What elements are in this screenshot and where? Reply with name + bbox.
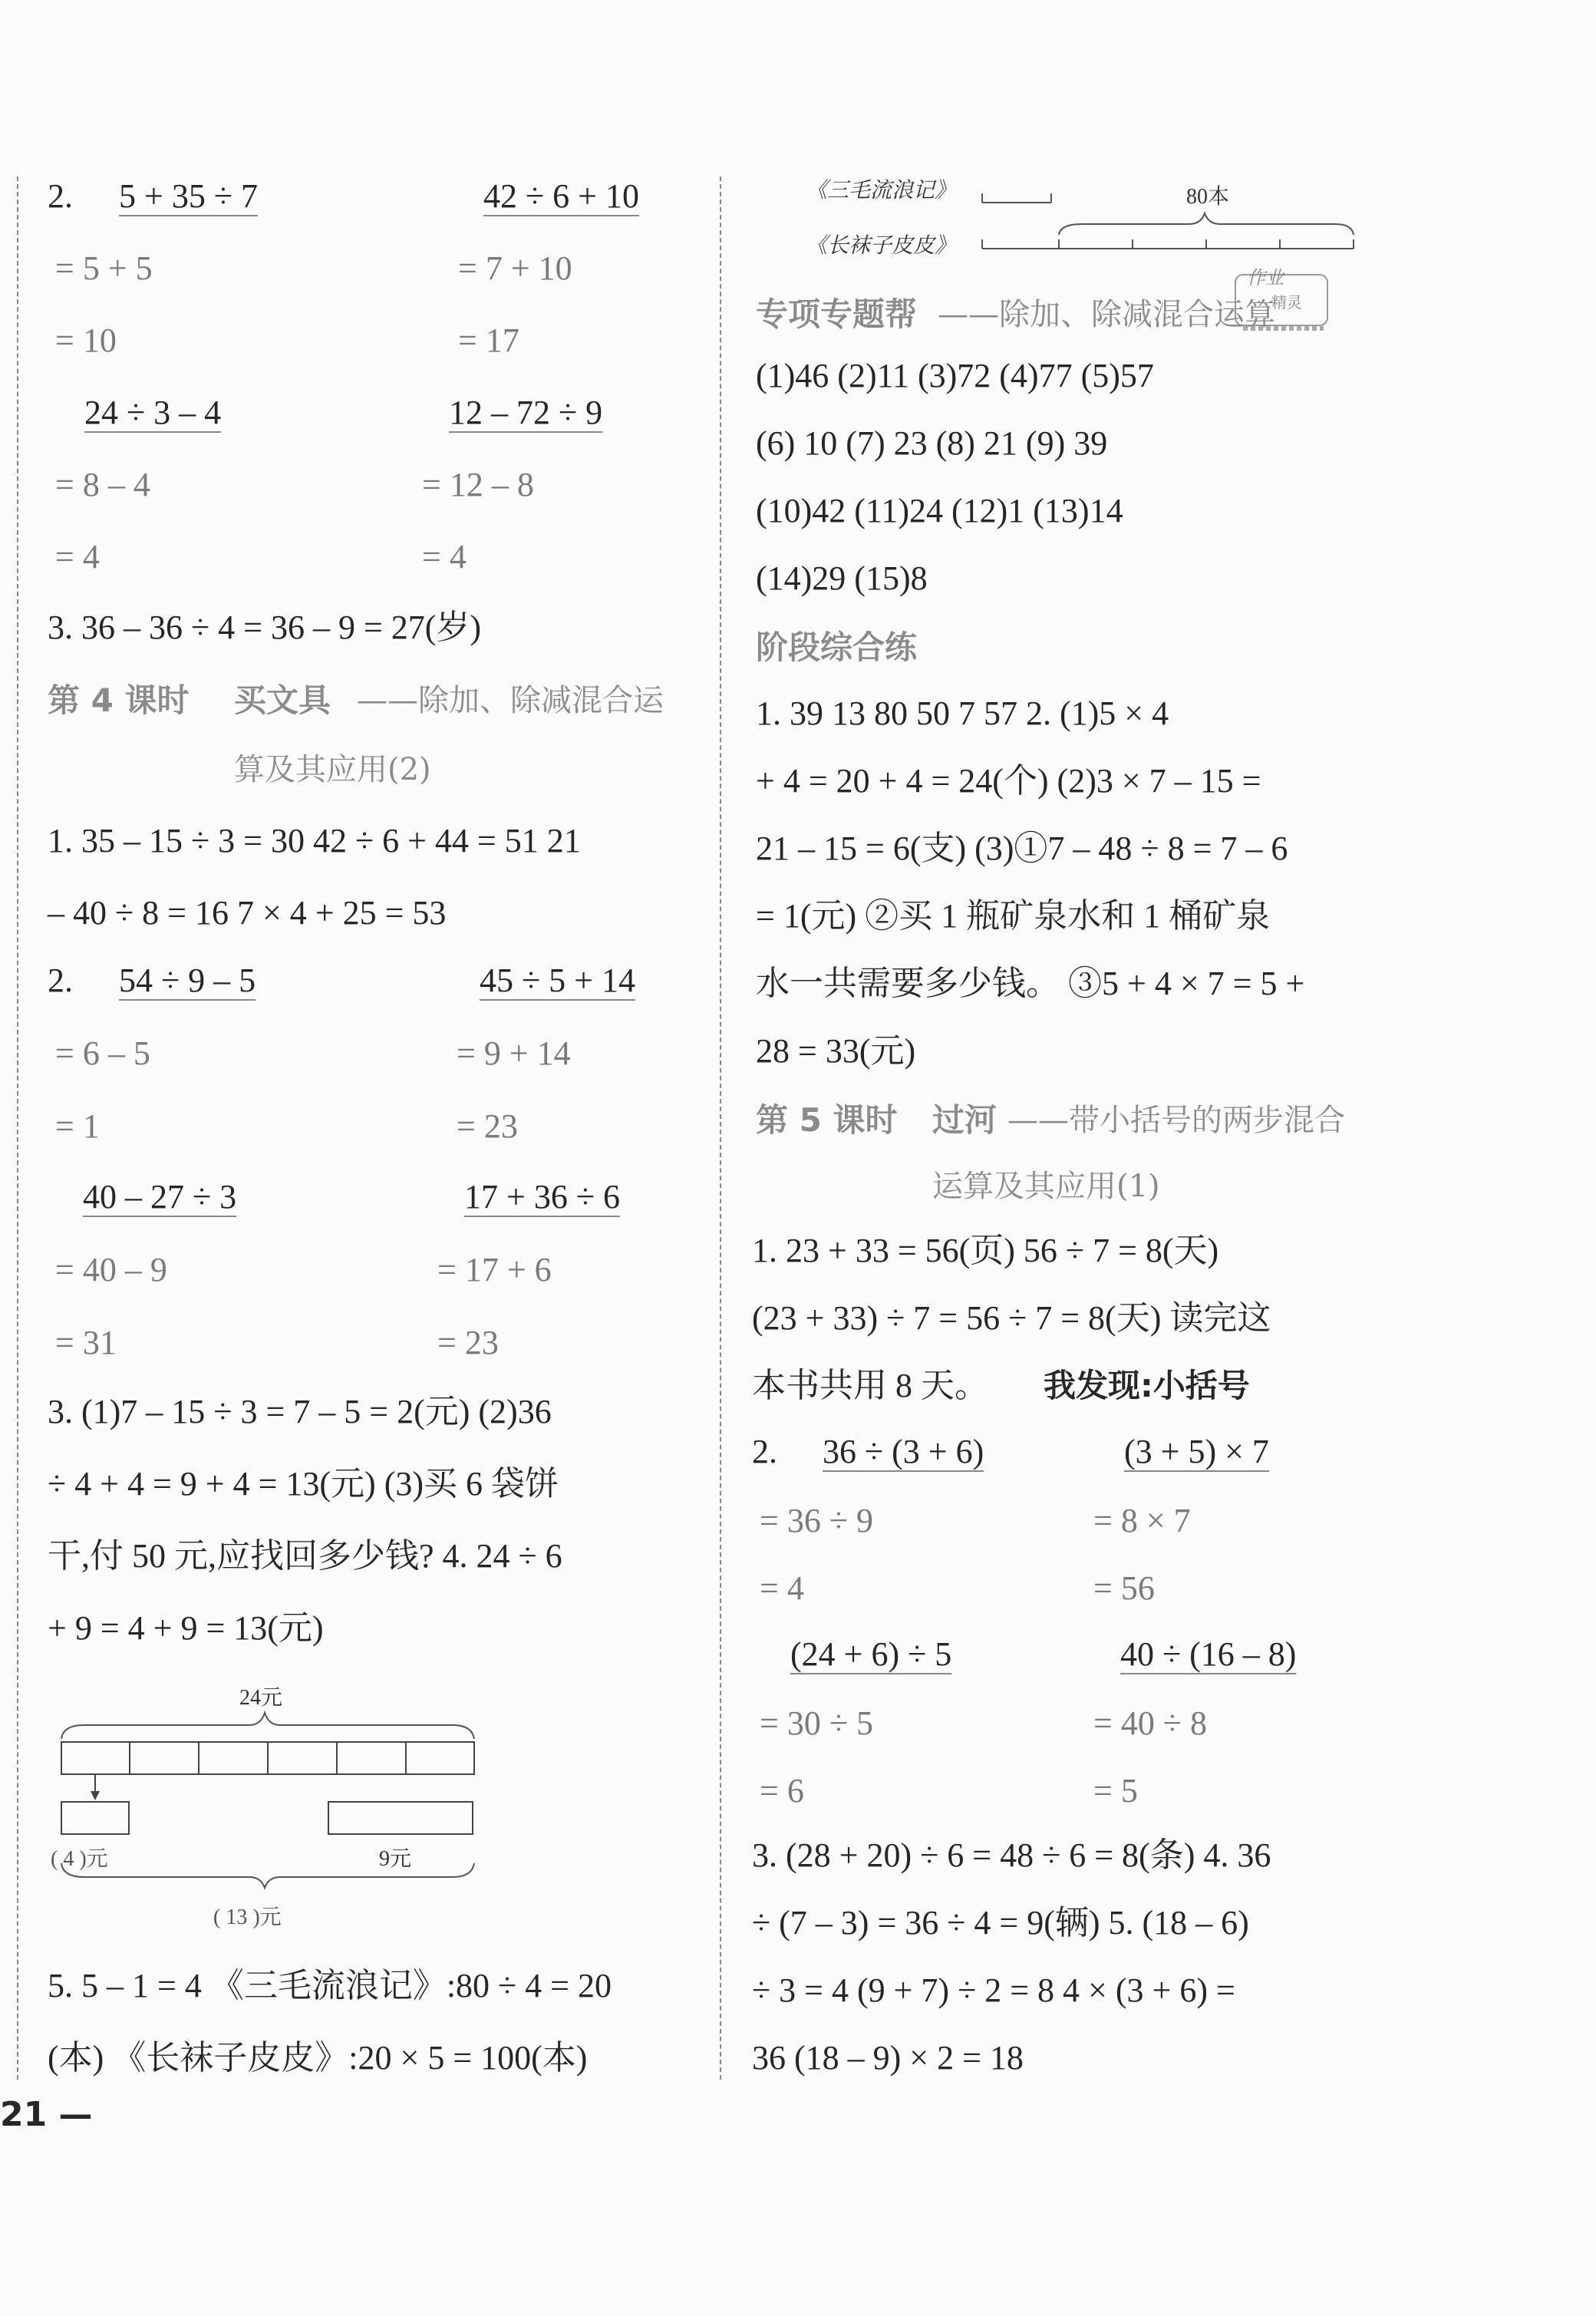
step: = 36 ÷ 9 — [760, 1502, 873, 1539]
section-title: 阶段综合练 — [756, 628, 918, 666]
step: = 8 – 4 — [55, 466, 150, 503]
diagram-total-label: 24元 — [239, 1686, 283, 1710]
answer-line: ÷ (7 – 3) = 36 ÷ 4 = 9(辆) 5. (18 – 6) — [752, 1904, 1249, 1942]
answer-line: 1. 39 13 80 50 7 57 2. (1)5 × 4 — [756, 694, 1169, 732]
answer-line: = 1(元) ②买 1 瓶矿泉水和 1 桶矿泉 — [756, 897, 1271, 935]
expr-4: 12 – 72 ÷ 9 — [449, 394, 603, 431]
result: = 10 — [55, 322, 117, 359]
step: = 6 – 5 — [55, 1034, 150, 1072]
step: = 40 ÷ 8 — [1093, 1704, 1207, 1742]
result: = 23 — [437, 1324, 499, 1361]
page-number: 21 — — [0, 2095, 93, 2134]
answer-line: (本) 《长袜子皮皮》:20 × 5 = 100(本) — [48, 2039, 588, 2077]
answer-line: (14)29 (15)8 — [756, 559, 928, 597]
lesson-number: 第 5 课时 — [756, 1101, 898, 1139]
result: = 4 — [55, 538, 100, 576]
left-margin-line — [17, 177, 18, 2080]
lesson-subtitle-cont: 算及其应用(2) — [234, 752, 431, 787]
answer-line: 1. 35 – 15 ÷ 3 = 30 42 ÷ 6 + 44 = 51 21 — [48, 822, 581, 859]
answer-line: 干,付 50 元,应找回多少钱? 4. 24 ÷ 6 — [48, 1537, 562, 1575]
lesson-subtitle-cont: 运算及其应用(1) — [932, 1169, 1160, 1204]
column-divider — [720, 177, 721, 2080]
stamp-text-1: 作业 — [1247, 269, 1284, 289]
step: = 9 + 14 — [457, 1034, 571, 1072]
step: = 30 ÷ 5 — [760, 1704, 873, 1742]
answer-line: 3. 36 – 36 ÷ 4 = 36 – 9 = 27(岁) — [48, 609, 482, 646]
expr-10: (3 + 5) × 7 — [1124, 1433, 1269, 1470]
q2-number: 2. — [752, 1433, 777, 1470]
answer-line: 3. (28 + 20) ÷ 6 = 48 ÷ 6 = 8(条) 4. 36 — [752, 1836, 1271, 1874]
bar-diagram-svg — [54, 1679, 483, 1940]
answer-line: + 9 = 4 + 9 = 13(元) — [48, 1609, 324, 1647]
lesson-title: 买文具 — [234, 681, 331, 719]
bar-diagram — [51, 1679, 483, 1940]
stamp-text-2: 精灵 — [1271, 295, 1302, 312]
lesson-title: 过河 — [932, 1101, 998, 1139]
lesson-number: 第 4 课时 — [48, 681, 190, 719]
answer-line: 本书共用 8 天。 — [752, 1367, 988, 1404]
expr-6: 45 ÷ 5 + 14 — [480, 962, 635, 999]
step: = 17 + 6 — [437, 1251, 552, 1288]
q2-number: 2. — [48, 177, 73, 215]
answer-line: 5. 5 – 1 = 4 《三毛流浪记》:80 ÷ 4 = 20 — [48, 1967, 612, 2004]
diagram-right-label: 9元 — [379, 1847, 412, 1871]
answer-line: (23 + 33) ÷ 7 = 56 ÷ 7 = 8(天) 读完这 — [752, 1299, 1271, 1337]
diagram-sum-label: ( 13 )元 — [213, 1905, 282, 1929]
answer-line: (6) 10 (7) 23 (8) 21 (9) 39 — [756, 424, 1108, 462]
expr-5: 54 ÷ 9 – 5 — [119, 962, 256, 999]
result: = 56 — [1093, 1569, 1155, 1607]
section-subtitle: ——除加、除减混合运算 — [938, 297, 1275, 332]
step: = 12 – 8 — [422, 466, 534, 503]
result: = 1 — [55, 1107, 100, 1145]
result: = 4 — [422, 538, 467, 576]
expr-2: 42 ÷ 6 + 10 — [483, 177, 639, 215]
answer-line: 水一共需要多少钱。 ③5 + 4 × 7 = 5 + — [756, 965, 1305, 1002]
discovery-note: 我发现:小括号 — [1044, 1367, 1250, 1404]
answer-line: 36 (18 – 9) × 2 = 18 — [752, 2039, 1024, 2077]
step: = 8 × 7 — [1093, 1502, 1191, 1539]
step: = 5 + 5 — [55, 249, 153, 287]
expr-9: 36 ÷ (3 + 6) — [823, 1433, 984, 1470]
answer-line: ÷ 4 + 4 = 9 + 4 = 13(元) (3)买 6 袋饼 — [48, 1465, 559, 1503]
expr-1: 5 + 35 ÷ 7 — [119, 177, 258, 215]
book2-label: 《长袜子皮皮》 — [806, 234, 957, 258]
result: = 5 — [1093, 1772, 1138, 1810]
answer-line: (10)42 (11)24 (12)1 (13)14 — [756, 492, 1123, 530]
section-title: 专项专题帮 — [756, 295, 918, 333]
expr-8: 17 + 36 ÷ 6 — [464, 1178, 620, 1216]
result: = 23 — [457, 1107, 518, 1145]
expr-12: 40 ÷ (16 – 8) — [1120, 1635, 1297, 1673]
result: = 4 — [760, 1569, 804, 1607]
answer-line: (1)46 (2)11 (3)72 (4)77 (5)57 — [756, 357, 1154, 394]
answer-line: 3. (1)7 – 15 ÷ 3 = 7 – 5 = 2(元) (2)36 — [48, 1393, 552, 1430]
diagram-left-label: ( 4 )元 — [51, 1847, 108, 1871]
expr-7: 40 – 27 ÷ 3 — [83, 1178, 237, 1216]
answer-line: + 4 = 20 + 4 = 24(个) (2)3 × 7 – 15 = — [756, 762, 1261, 800]
book1-label: 《三毛流浪记》 — [806, 179, 957, 203]
expr-3: 24 ÷ 3 – 4 — [84, 394, 222, 431]
result: = 6 — [760, 1772, 804, 1810]
step: = 40 – 9 — [55, 1251, 167, 1288]
answer-line: 21 – 15 = 6(支) (3)①7 – 48 ÷ 8 = 7 – 6 — [756, 830, 1288, 867]
result: = 31 — [55, 1324, 117, 1361]
book-total-label: 80本 — [1186, 185, 1230, 209]
answer-line: – 40 ÷ 8 = 16 7 × 4 + 25 = 53 — [48, 894, 447, 932]
expr-11: (24 + 6) ÷ 5 — [790, 1635, 952, 1673]
q2-number: 2. — [48, 962, 73, 999]
step: = 7 + 10 — [458, 249, 572, 287]
answer-line: 28 = 33(元) — [756, 1032, 916, 1070]
lesson-subtitle: ——除加、除减混合运 — [357, 683, 664, 718]
result: = 17 — [458, 322, 519, 359]
answer-line: ÷ 3 = 4 (9 + 7) ÷ 2 = 8 4 × (3 + 6) = — [752, 1971, 1235, 2009]
lesson-subtitle: ——带小括号的两步混合 — [1007, 1103, 1345, 1138]
answer-line: 1. 23 + 33 = 56(页) 56 ÷ 7 = 8(天) — [752, 1232, 1219, 1269]
